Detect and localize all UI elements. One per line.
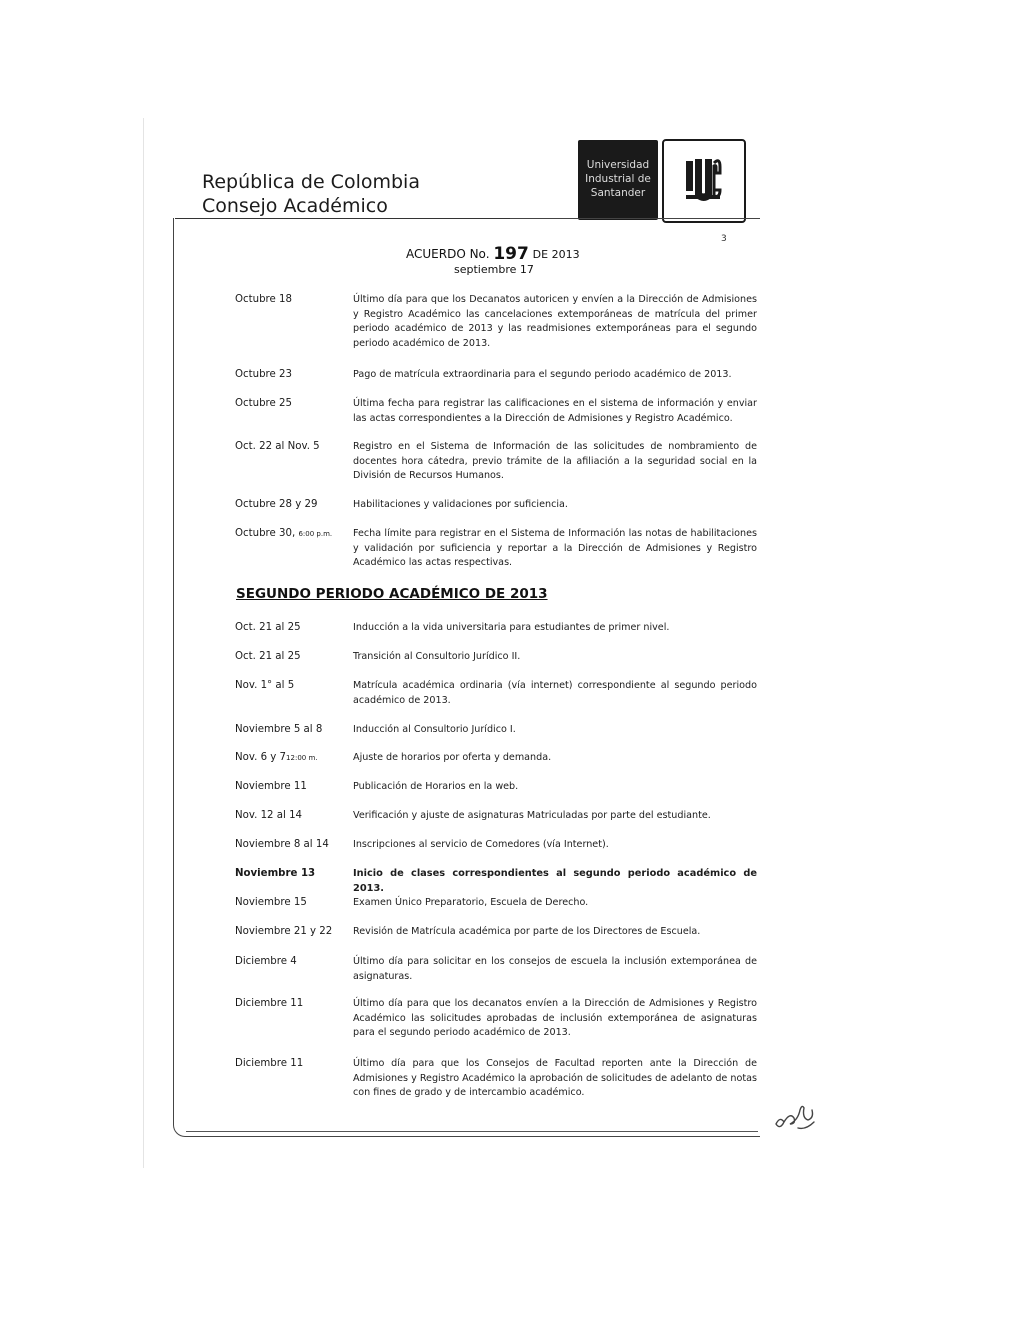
row-date: Octubre 23: [235, 369, 292, 380]
row-text: Último día para que los Consejos de Facultad reporten ante la Dirección de Admisiones y Registro Académico la aprobación de solicitudes de adelanto de notas con fines de grado y de intercambio académico.: [353, 1058, 757, 1098]
header-council: Consejo Académico: [202, 195, 388, 217]
row-date: Oct. 21 al 25: [235, 651, 301, 662]
row-date: Noviembre 15: [235, 897, 307, 908]
header-republic: República de Colombia: [202, 171, 420, 193]
row-text: Último día para solicitar en los consejos de escuela la inclusión extemporánea de asignaturas.: [353, 956, 757, 982]
row-text: Transición al Consultorio Jurídico II.: [353, 651, 521, 662]
document-header: [202, 170, 420, 218]
row-date: Oct. 22 al Nov. 5: [235, 441, 320, 452]
row-text: Última fecha para registrar las calificaciones en el sistema de información y enviar las actas correspondientes a la Dirección de Admisiones y Registro Académico.: [353, 398, 757, 424]
uis-logo-icon: [684, 155, 722, 205]
row-date-wrap: [235, 527, 347, 542]
university-name-logo: [578, 140, 658, 220]
agreement-date: septiembre 17: [454, 263, 534, 276]
row-text: Matrícula académica ordinaria (vía internet) correspondiente al segundo periodo académico de 2013.: [353, 680, 757, 706]
row-date: Oct. 21 al 25: [235, 622, 301, 633]
row-text: Inducción a la vida universitaria para estudiantes de primer nivel.: [353, 622, 670, 633]
frame-bottom-line: [186, 1131, 758, 1132]
row-date-time: 6:00 p.m.: [298, 530, 333, 538]
row-date: Nov. 6 y 7: [235, 752, 287, 763]
row-text: Examen Único Preparatorio, Escuela de Derecho.: [353, 897, 589, 908]
row-text: Verificación y ajuste de asignaturas Matriculadas por parte del estudiante.: [353, 810, 711, 821]
row-date: Diciembre 11: [235, 1058, 304, 1069]
row-date: Noviembre 5 al 8: [235, 724, 323, 735]
row-text: Inscripciones al servicio de Comedores (vía Internet).: [353, 839, 609, 850]
row-text: Publicación de Horarios en la web.: [353, 781, 519, 792]
handwritten-initials-icon: [772, 1100, 820, 1134]
row-text: Inducción al Consultorio Jurídico I.: [353, 724, 516, 735]
page-edge: [143, 118, 144, 1168]
row-date-wrap: [235, 751, 347, 766]
logo-line-3: Santander: [590, 187, 646, 199]
row-date: Octubre 18: [235, 294, 292, 305]
row-text: Revisión de Matrícula académica por parte de los Directores de Escuela.: [353, 926, 701, 937]
row-date: Noviembre 13: [235, 868, 316, 879]
row-date: Diciembre 4: [235, 956, 297, 967]
row-text: Fecha límite para registrar en el Sistema de Información las notas de habilitaciones y validación por suficiencia y reportar a la Dirección de Admisiones y Registro Académico las actas respectivas.: [353, 528, 757, 568]
row-date: Nov. 1° al 5: [235, 680, 295, 691]
row-date-time: 12:00 m.: [286, 754, 318, 762]
row-date: Noviembre 21 y 22: [235, 926, 333, 937]
row-text: Habilitaciones y validaciones por suficiencia.: [353, 499, 568, 510]
row-text: Último día para que los Decanatos autoricen y envíen a la Dirección de Admisiones y Registro Académico las cancelaciones extemporáneas de matrícula del primer periodo académico de 2013 y las readmisiones extemporáneas para el segundo periodo académico de 2013.: [353, 294, 757, 349]
agreement-prefix: ACUERDO No.: [406, 247, 490, 261]
agreement-number: 197: [493, 244, 529, 264]
agreement-title: [406, 244, 580, 264]
row-date: Nov. 12 al 14: [235, 810, 303, 821]
agreement-suffix: DE 2013: [532, 248, 580, 261]
section-title: SEGUNDO PERIODO ACADÉMICO DE 2013: [236, 586, 548, 602]
page-number: 3: [721, 234, 727, 244]
row-text: Inicio de clases correspondientes al segundo periodo académico de 2013.: [353, 868, 757, 894]
row-date: Noviembre 11: [235, 781, 307, 792]
row-text: Último día para que los decanatos envíen a la Dirección de Admisiones y Registro Académico las solicitudes aprobadas de inclusión extemporánea de asignaturas para el segundo periodo académico de 2013.: [353, 998, 757, 1038]
row-date: Octubre 25: [235, 398, 292, 409]
row-text: Ajuste de horarios por oferta y demanda.: [353, 752, 552, 763]
row-date: Octubre 28 y 29: [235, 499, 318, 510]
row-text: Pago de matrícula extraordinaria para el segundo periodo académico de 2013.: [353, 369, 732, 380]
logo-line-1: Universidad: [586, 159, 650, 171]
row-date: Diciembre 11: [235, 998, 304, 1009]
row-text: Registro en el Sistema de Información de las solicitudes de nombramiento de docentes hora cátedra, previo trámite de la afiliación a la seguridad social en la División de Recursos Humanos.: [353, 441, 757, 481]
row-date: Octubre 30,: [235, 528, 296, 539]
row-date: Noviembre 8 al 14: [235, 839, 329, 850]
frame-top-line: [510, 218, 760, 219]
logo-line-2: Industrial de: [585, 173, 651, 185]
